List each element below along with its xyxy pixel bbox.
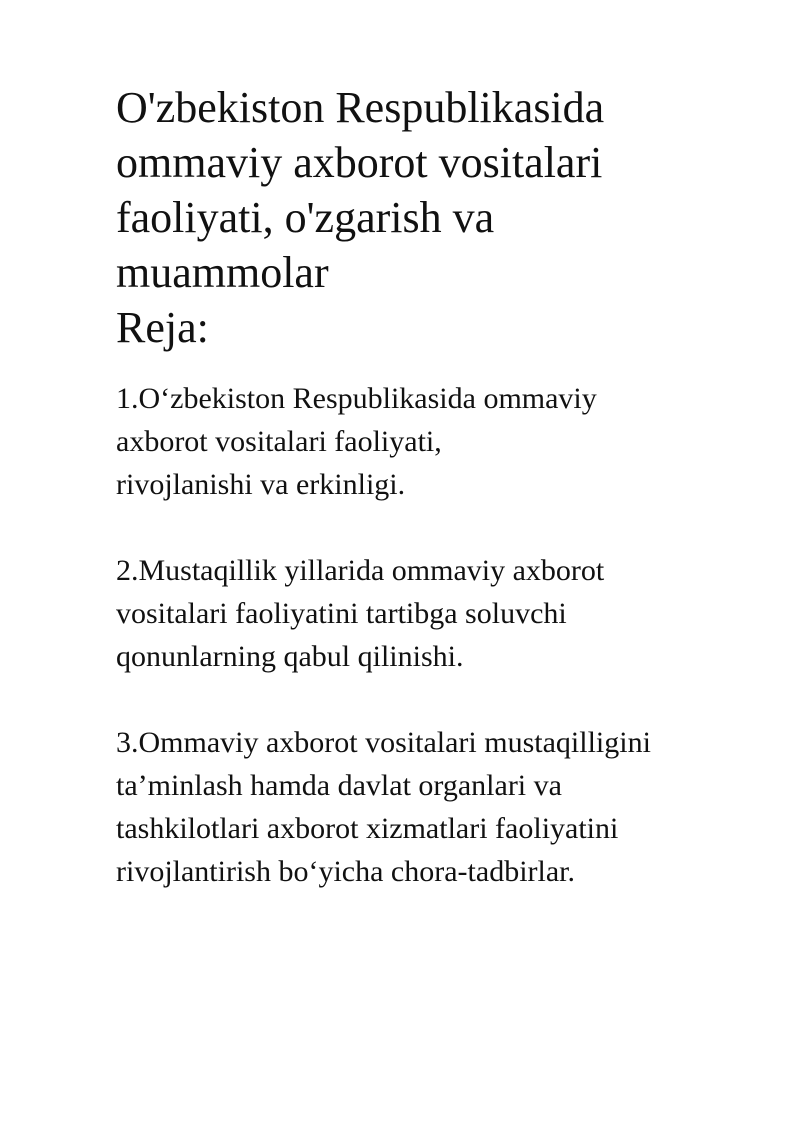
plan-item-2 [116, 549, 756, 678]
plan-item-line: 1.O‘zbekiston Respublikasida ommaviy [116, 382, 597, 415]
plan-item-line: rivojlantirish bo‘yicha chora-tadbirlar. [116, 855, 576, 888]
plan-item-line: vositalari faoliyatini tartibga soluvchi [116, 597, 567, 630]
document-page [116, 80, 756, 936]
title-line: ommaviy axborot vositalari [116, 138, 603, 187]
plan-item-line: tashkilotlari axborot xizmatlari faoliyatini [116, 812, 619, 845]
plan-item-line: 3.Ommaviy axborot vositalari mustaqilligini [116, 726, 651, 759]
plan-list [116, 377, 756, 893]
title-line: faoliyati, o'zgarish va [116, 193, 495, 242]
plan-item-1 [116, 377, 756, 506]
title-line: O'zbekiston Respublikasida [116, 83, 605, 132]
plan-item-line: qonunlarning qabul qilinishi. [116, 640, 464, 673]
plan-item-line: axborot vositalari faoliyati, [116, 425, 442, 458]
plan-item-line: 2.Mustaqillik yillarida ommaviy axborot [116, 554, 605, 587]
document-title [116, 80, 756, 300]
plan-item-3 [116, 721, 756, 893]
plan-item-line: ta’minlash hamda davlat organlari va [116, 769, 562, 802]
title-line: muammolar [116, 248, 329, 297]
plan-item-line: rivojlanishi va erkinligi. [116, 468, 406, 501]
plan-heading: Reja: [116, 303, 209, 352]
